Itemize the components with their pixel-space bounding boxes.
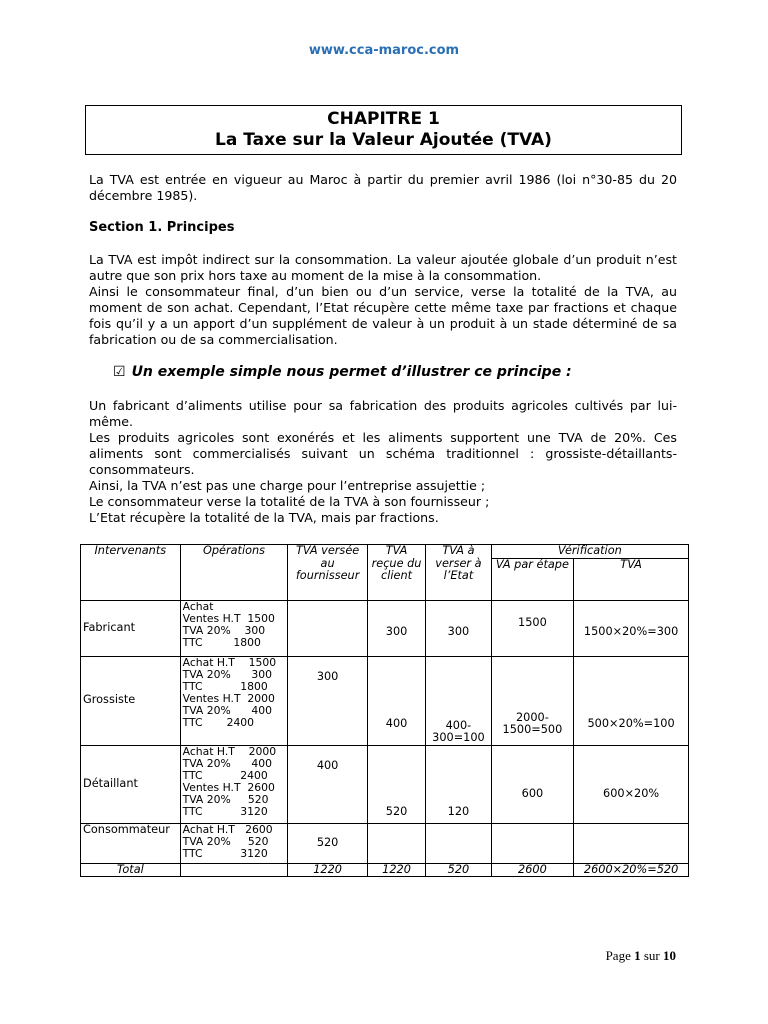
total-tva: 2600×20%=520 (574, 863, 689, 877)
total-tva-versee: 1220 (288, 863, 368, 877)
cell-tva-versee (288, 600, 368, 656)
site-url: www.cca-maroc.com (308, 43, 460, 58)
total-tva-recue: 1220 (367, 863, 425, 877)
principle-paragraph-1: La TVA est impôt indirect sur la consommation. La valeur ajoutée globale d’un produit n’est autre que son prix hors taxe au moment de la mise à la consommation. (89, 252, 677, 283)
cell-tva: 500×20%=100 (574, 656, 689, 745)
header-intervenants: Intervenants (81, 545, 181, 601)
table-row (81, 600, 689, 656)
cell-va: 600 (491, 745, 574, 823)
chapter-title-box (85, 105, 682, 155)
cell-tva: 600×20% (574, 745, 689, 823)
table-row (81, 745, 689, 823)
header-operations: Opérations (180, 545, 288, 601)
section-heading: Section 1. Principes (89, 220, 235, 235)
header-va-par-etape: VA par étape (491, 558, 574, 600)
cell-intervenant: Consommateur (81, 823, 181, 863)
principle-paragraph-2: Ainsi le consommateur final, d’un bien ou d’un service, verse la totalité de la TVA, au moment de son achat. Cependant, l’Etat récupère cette même taxe par fractions et chaque fois qu’il y a un apport d’un supplément de valeur à un produit à un stade déterminé de sa fabrication ou de sa commercialisation. (89, 284, 677, 347)
cell-tva-versee: 520 (288, 823, 368, 863)
cell-tva-verser: 300 (426, 600, 491, 656)
chapter-title: La Taxe sur la Valeur Ajoutée (TVA) (215, 130, 552, 150)
cell-va: 2000-1500=500 (491, 656, 574, 745)
cell-tva-verser: 120 (426, 745, 491, 823)
header-tva-versee: TVA versée au fournisseur (288, 545, 368, 601)
cell-tva-recue (367, 823, 425, 863)
cell-intervenant: Grossiste (81, 656, 181, 745)
cell-va: 1500 (491, 600, 574, 656)
total-label: Total (81, 863, 181, 877)
total-operations (180, 863, 288, 877)
cell-tva-verser (426, 823, 491, 863)
current-page: 1 (634, 948, 641, 963)
page-word: Page (605, 948, 631, 963)
example-line-2: Le consommateur verse la totalité de la TVA à son fournisseur ; (89, 494, 490, 509)
table-row (81, 823, 689, 863)
intro-paragraph: La TVA est entrée en vigueur au Maroc à partir du premier avril 1986 (loi n°30-85 du 20 décembre 1985). (89, 172, 677, 203)
example-heading-text: Un exemple simple nous permet d’illustrer ce principe : (131, 364, 572, 380)
header-tva-recue: TVA reçue du client (367, 545, 425, 601)
table-header-row (81, 545, 689, 559)
header-verification: Vérification (491, 545, 688, 559)
cell-tva-verser: 400-300=100 (426, 656, 491, 745)
table-total-row (81, 863, 689, 877)
tva-table (80, 544, 689, 877)
cell-operations: Achat H.T 1500 TVA 20% 300 TTC 1800 Ventes H.T 2000 TVA 20% 400 TTC 2400 (180, 656, 288, 745)
sur-word: sur (643, 948, 660, 963)
cell-tva-versee: 300 (288, 656, 368, 745)
total-tva-verser: 520 (426, 863, 491, 877)
header-tva: TVA (574, 558, 689, 600)
total-pages: 10 (663, 948, 676, 963)
total-va: 2600 (491, 863, 574, 877)
header-tva-verser: TVA à verser à l’Etat (426, 545, 491, 601)
example-paragraph-1: Un fabricant d’aliments utilise pour sa fabrication des produits agricoles cultivés par lui-même. (89, 398, 677, 429)
table-row (81, 656, 689, 745)
cell-intervenant: Détaillant (81, 745, 181, 823)
cell-tva-recue: 400 (367, 656, 425, 745)
cell-operations: Achat H.T 2000 TVA 20% 400 TTC 2400 Ventes H.T 2600 TVA 20% 520 TTC 3120 (180, 745, 288, 823)
example-line-3: L’Etat récupère la totalité de la TVA, mais par fractions. (89, 510, 439, 525)
cell-tva-recue: 520 (367, 745, 425, 823)
cell-tva: 1500×20%=300 (574, 600, 689, 656)
checkbox-icon: ☑ (113, 364, 126, 380)
cell-tva-recue: 300 (367, 600, 425, 656)
cell-tva-versee: 400 (288, 745, 368, 823)
page-number (560, 948, 676, 964)
cell-operations: Achat H.T 2600 TVA 20% 520 TTC 3120 (180, 823, 288, 863)
example-heading (113, 364, 572, 380)
chapter-number: CHAPITRE 1 (327, 109, 440, 129)
example-line-1: Ainsi, la TVA n’est pas une charge pour l’entreprise assujettie ; (89, 478, 486, 493)
cell-tva (574, 823, 689, 863)
example-paragraph-2: Les produits agricoles sont exonérés et les aliments supportent une TVA de 20%. Ces aliments sont commercialisés suivant un schéma traditionnel : grossiste-détaillants-consommateurs. (89, 430, 677, 477)
cell-operations: Achat Ventes H.T 1500 TVA 20% 300 TTC 1800 (180, 600, 288, 656)
cell-va (491, 823, 574, 863)
cell-intervenant: Fabricant (81, 600, 181, 656)
